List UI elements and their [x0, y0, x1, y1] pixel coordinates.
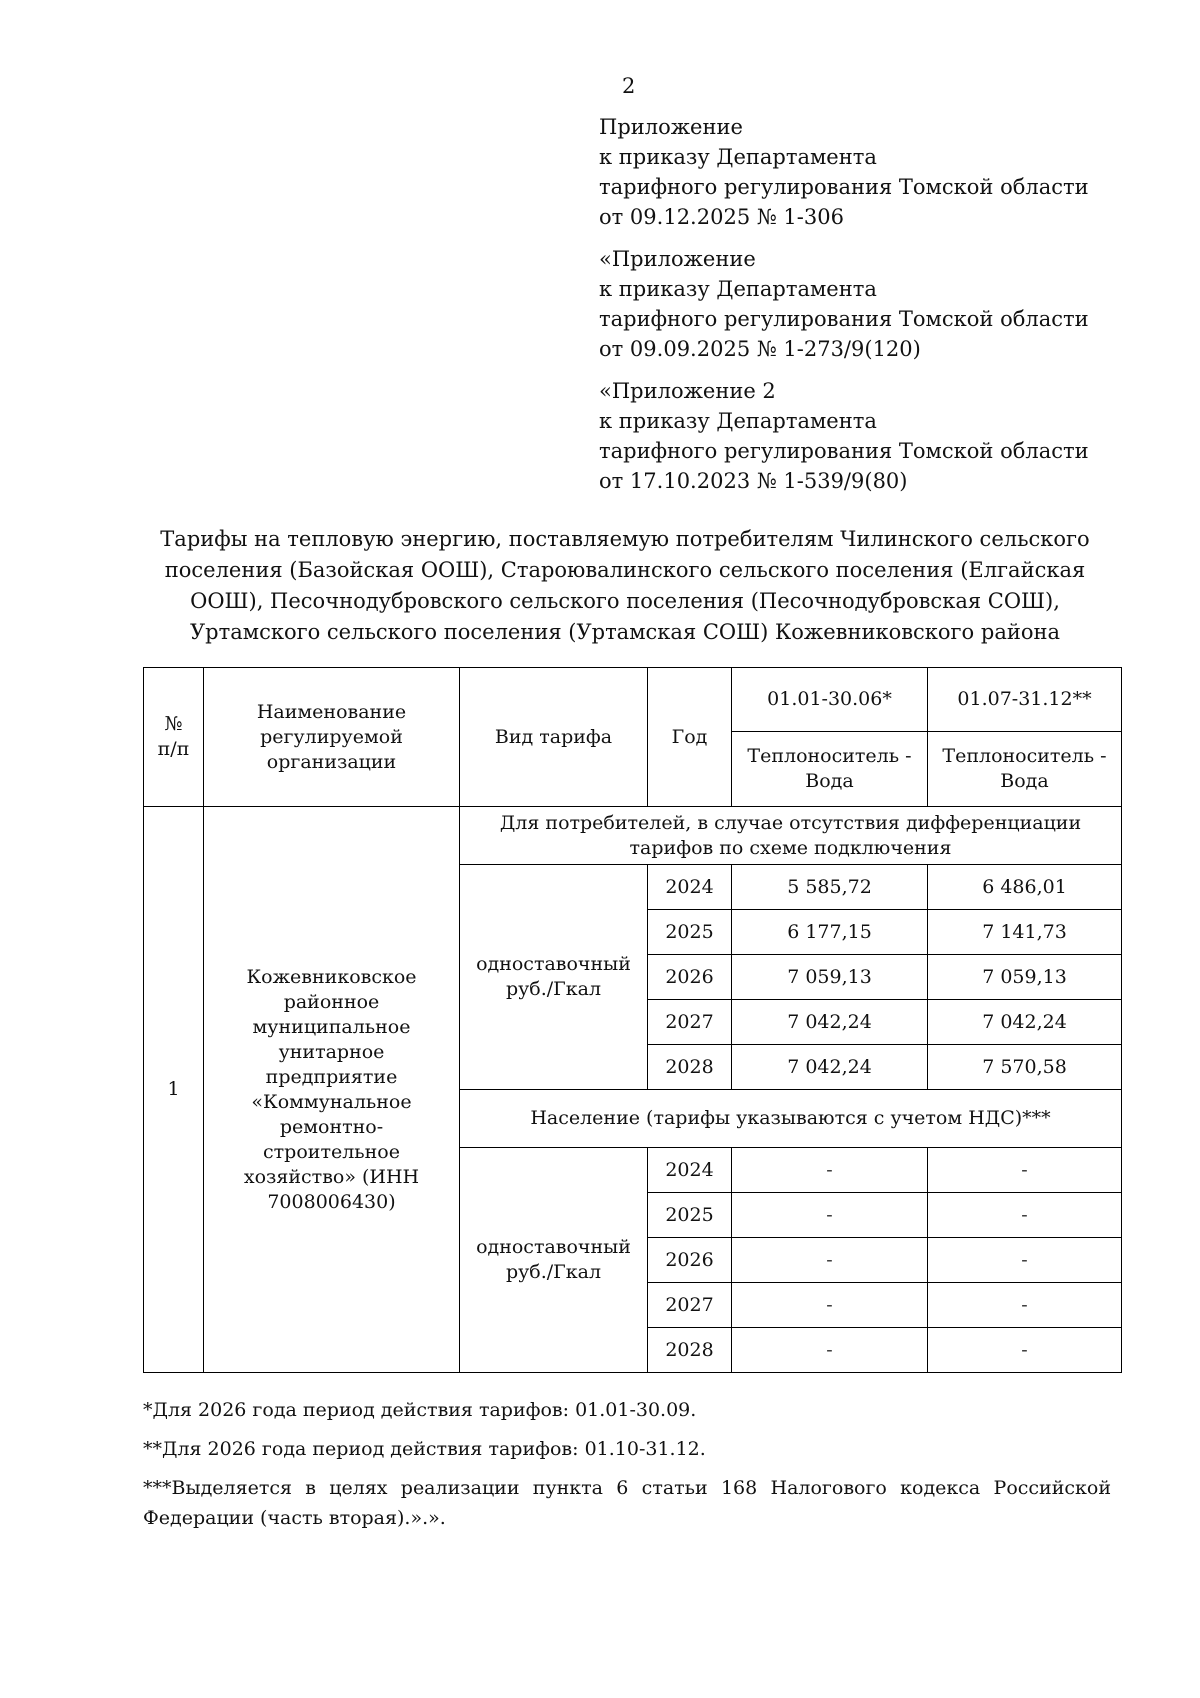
year-cell: 2028 — [648, 1045, 732, 1090]
header-period-1: 01.01-30.06* — [732, 668, 928, 732]
tariff-value: - — [732, 1238, 928, 1283]
tariff-value: 7 059,13 — [732, 955, 928, 1000]
tariff-value: 6 486,01 — [928, 865, 1122, 910]
tariff-table — [143, 667, 1122, 1373]
appendix-line: от 17.10.2023 № 1-539/9(80) — [599, 469, 908, 493]
appendix-block-original — [599, 376, 1089, 496]
section-title-row — [144, 807, 1122, 865]
appendix-line: Приложение — [599, 115, 743, 139]
header-num: № п/п — [144, 668, 204, 807]
header-tariff-type: Вид тарифа — [460, 668, 648, 807]
appendix-line: тарифного регулирования Томской области — [599, 175, 1089, 199]
year-cell: 2028 — [648, 1328, 732, 1373]
appendix-line: тарифного регулирования Томской области — [599, 439, 1089, 463]
header-row — [144, 668, 1122, 732]
tariff-value: 7 042,24 — [732, 1045, 928, 1090]
tariff-value: - — [732, 1148, 928, 1193]
section-1-title: Для потребителей, в случае отсутствия дифференциации тарифов по схеме подключения — [460, 807, 1122, 865]
page-number: 2 — [622, 74, 636, 98]
row-number: 1 — [144, 807, 204, 1373]
document-title — [150, 524, 1100, 648]
appendix-line: «Приложение — [599, 247, 756, 271]
appendix-line: к приказу Департамента — [599, 277, 877, 301]
tariff-value: 5 585,72 — [732, 865, 928, 910]
appendix-line: к приказу Департамента — [599, 145, 877, 169]
header-carrier-2: Теплоноситель - Вода — [928, 732, 1122, 807]
tariff-value: 7 059,13 — [928, 955, 1122, 1000]
appendix-line: от 09.09.2025 № 1-273/9(120) — [599, 337, 921, 361]
section-2-tariff-type: одноставочный руб./Гкал — [460, 1148, 648, 1373]
year-cell: 2026 — [648, 955, 732, 1000]
year-cell: 2027 — [648, 1000, 732, 1045]
tariff-value: 6 177,15 — [732, 910, 928, 955]
tariff-value: - — [928, 1328, 1122, 1373]
tariff-value: - — [732, 1283, 928, 1328]
title-line: Уртамского сельского поселения (Уртамская СОШ) Кожевниковского района — [189, 620, 1060, 644]
tariff-value: - — [928, 1148, 1122, 1193]
year-cell: 2025 — [648, 910, 732, 955]
tariff-value: - — [928, 1283, 1122, 1328]
year-cell: 2027 — [648, 1283, 732, 1328]
appendix-line: от 09.12.2025 № 1-306 — [599, 205, 844, 229]
tariff-value: - — [732, 1328, 928, 1373]
year-cell: 2025 — [648, 1193, 732, 1238]
year-cell: 2024 — [648, 1148, 732, 1193]
appendix-line: к приказу Департамента — [599, 409, 877, 433]
tariff-value: - — [732, 1193, 928, 1238]
appendix-block-previous — [599, 244, 1089, 364]
tariff-value: 7 141,73 — [928, 910, 1122, 955]
tariff-value: 7 570,58 — [928, 1045, 1122, 1090]
header-carrier-1: Теплоноситель - Вода — [732, 732, 928, 807]
year-cell: 2024 — [648, 865, 732, 910]
section-1-tariff-type: одноставочный руб./Гкал — [460, 865, 648, 1090]
organization-name: Кожевниковское районное муниципальное унитарное предприятие «Коммунальное ремонтно-строительное хозяйство» (ИНН 7008006430) — [204, 807, 460, 1373]
appendix-block-current — [599, 112, 1089, 232]
header-year: Год — [648, 668, 732, 807]
title-line: поселения (Базойская ООШ), Староювалинского сельского поселения (Елгайская — [164, 558, 1086, 582]
footnote-2: **Для 2026 года период действия тарифов: 01.10-31.12. — [143, 1438, 706, 1460]
title-line: ООШ), Песочнодубровского сельского поселения (Песочнодубровская СОШ), — [190, 589, 1060, 613]
appendix-line: тарифного регулирования Томской области — [599, 307, 1089, 331]
footnote-3: ***Выделяется в целях реализации пункта 6 статьи 168 Налогового кодекса Российской Федерации (часть вторая).».». — [143, 1477, 1111, 1529]
appendix-line: «Приложение 2 — [599, 379, 776, 403]
section-2-title: Население (тарифы указываются с учетом НДС)*** — [460, 1090, 1122, 1148]
header-period-2: 01.07-31.12** — [928, 668, 1122, 732]
header-organization: Наименование регулируемой организации — [204, 668, 460, 807]
tariff-value: - — [928, 1193, 1122, 1238]
year-cell: 2026 — [648, 1238, 732, 1283]
tariff-value: 7 042,24 — [928, 1000, 1122, 1045]
tariff-value: 7 042,24 — [732, 1000, 928, 1045]
title-line: Тарифы на тепловую энергию, поставляемую потребителям Чилинского сельского — [160, 527, 1090, 551]
footnote-1: *Для 2026 года период действия тарифов: 01.01-30.09. — [143, 1399, 697, 1421]
tariff-value: - — [928, 1238, 1122, 1283]
